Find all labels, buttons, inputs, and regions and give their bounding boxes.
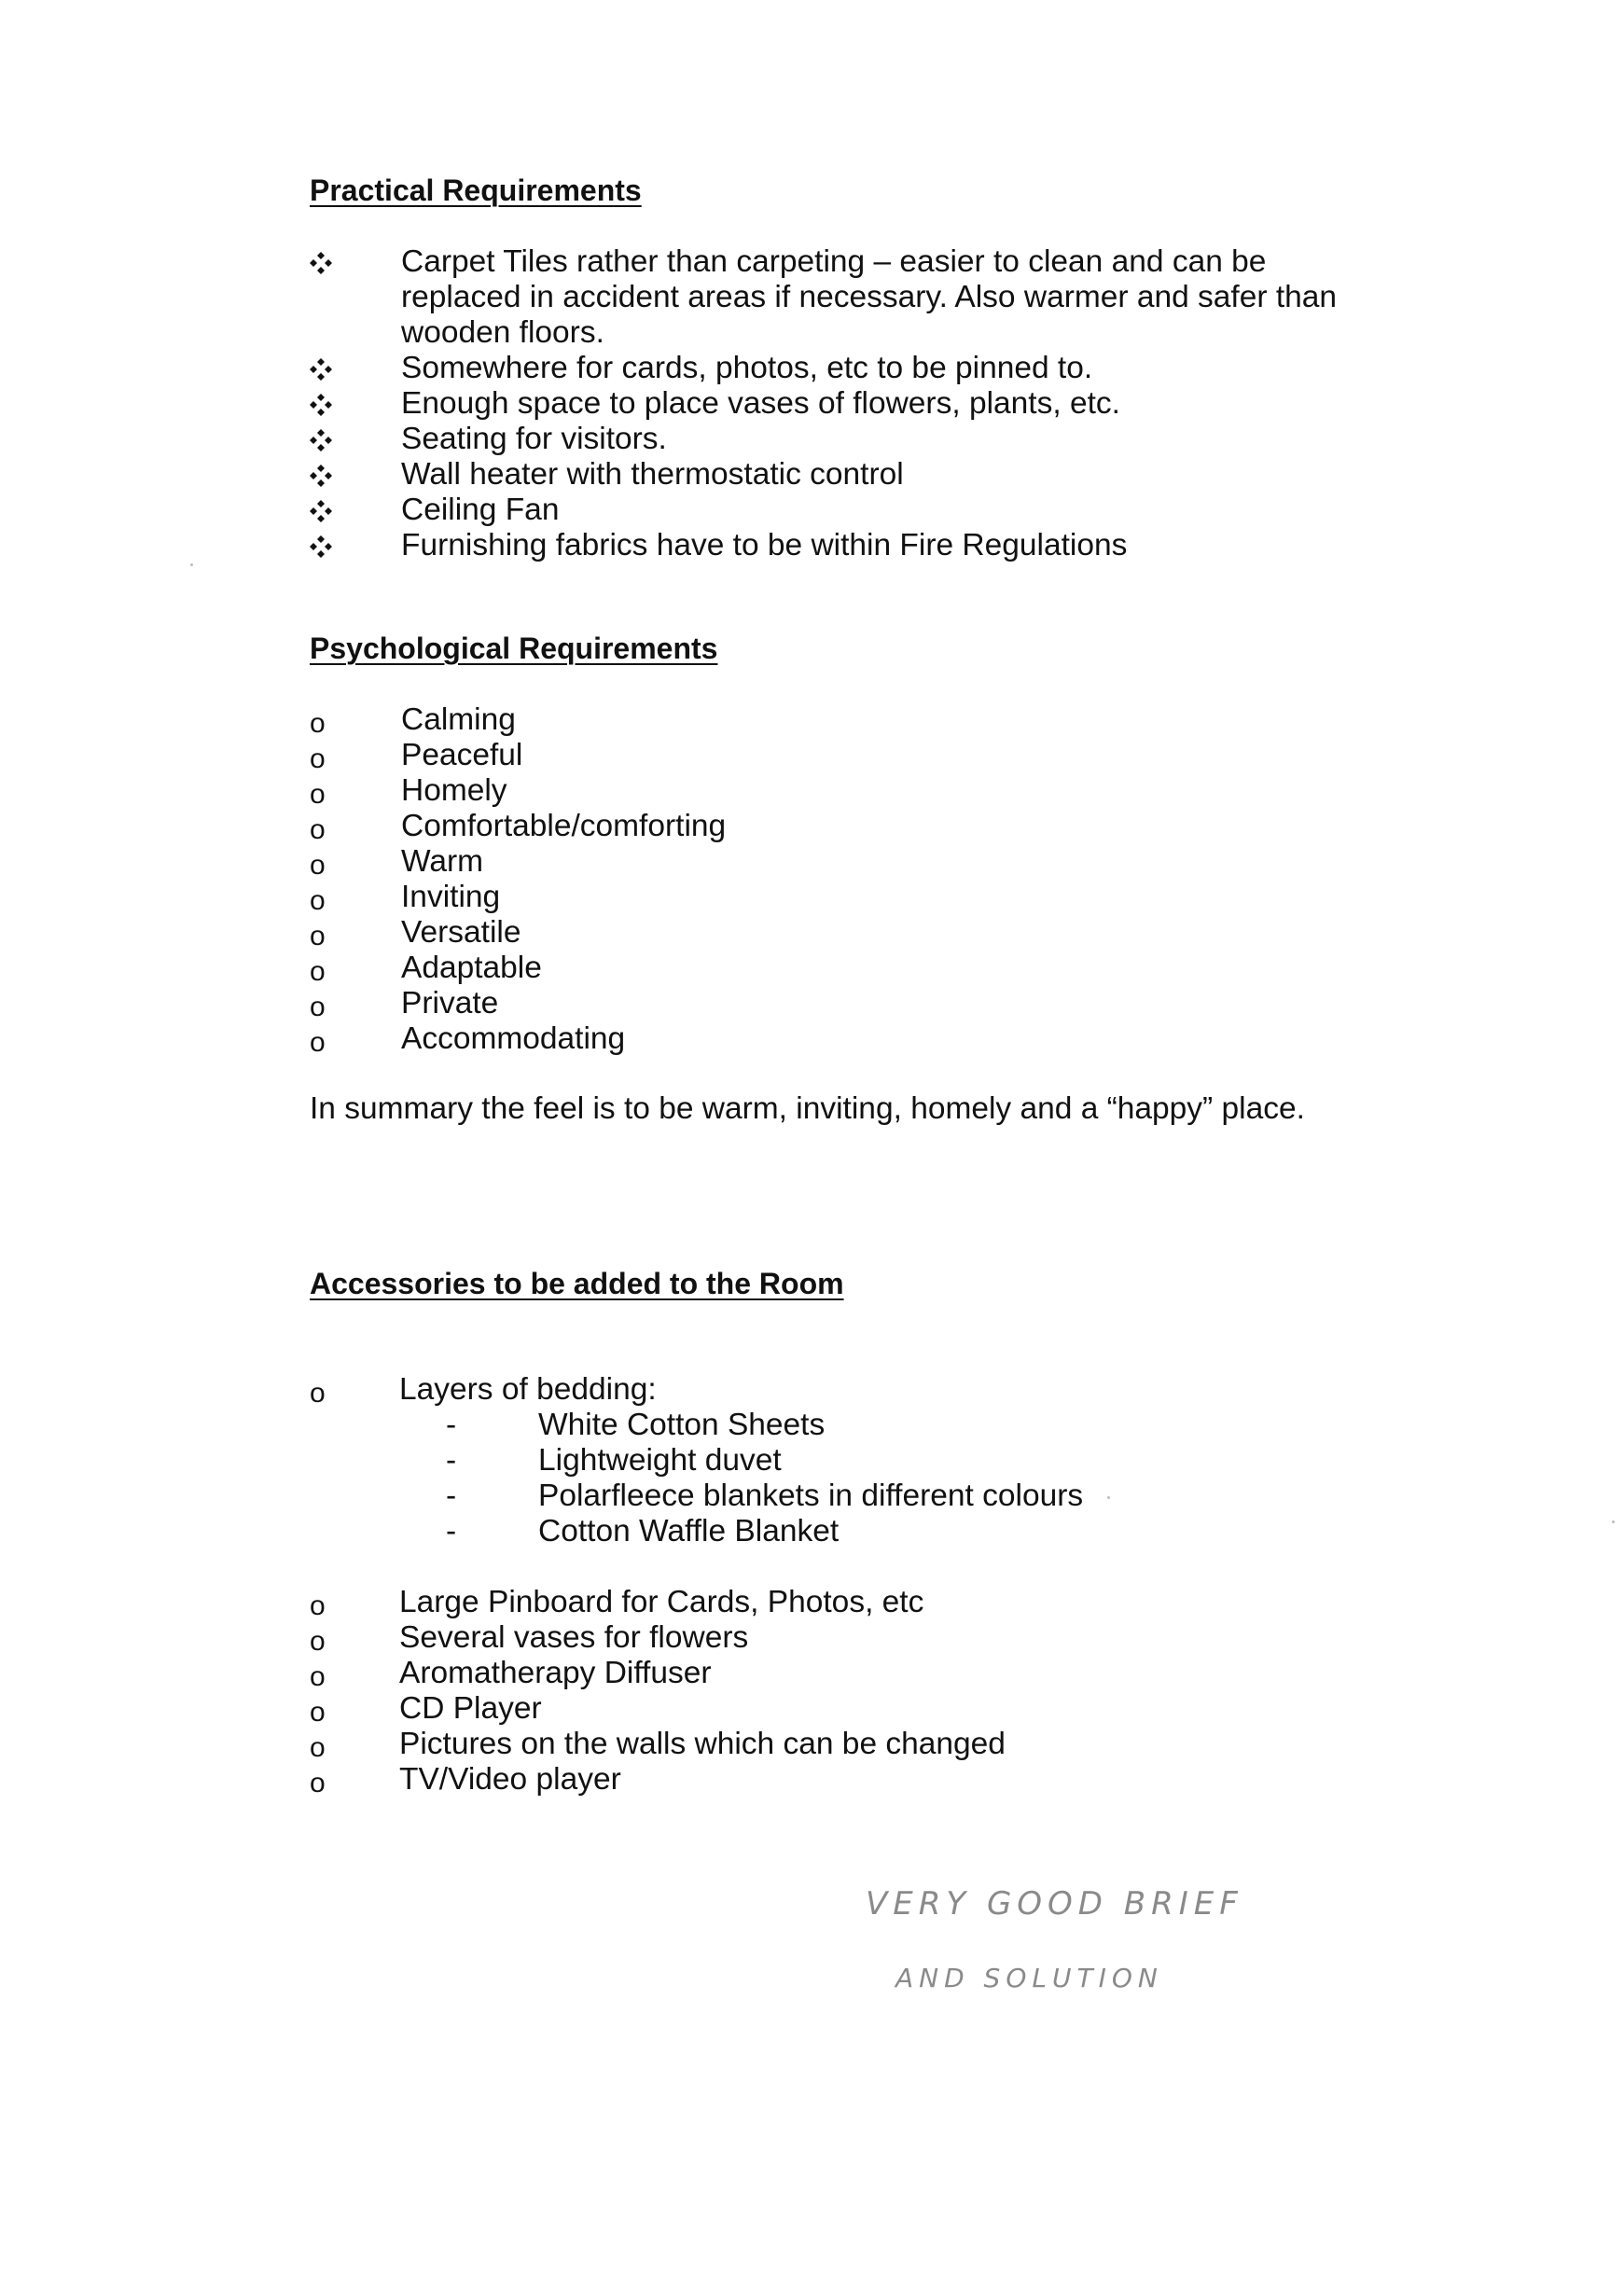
circle-bullet: o xyxy=(310,779,326,810)
dash-bullet: - xyxy=(446,1443,457,1478)
circle-bullet: o xyxy=(310,708,326,739)
handwritten-note-line-1: VERY GOOD BRIEF xyxy=(866,1885,1243,1923)
diamond-bullet-icon xyxy=(308,427,334,453)
circle-bullet: o xyxy=(310,743,326,774)
accessory-item: TV/Video player xyxy=(399,1762,621,1797)
practical-item-1-line-3: wooden floors. xyxy=(401,315,604,350)
practical-item-1-line-1: Carpet Tiles rather than carpeting – easier to clean and can be xyxy=(401,244,1267,279)
handwritten-note xyxy=(858,1866,1250,2015)
psychological-item: Warm xyxy=(401,844,484,879)
accessory-item: CD Player xyxy=(399,1691,542,1726)
psychological-item: Adaptable xyxy=(401,951,542,985)
practical-item-4: Seating for visitors. xyxy=(401,422,667,456)
circle-bullet: o xyxy=(310,1626,326,1657)
circle-bullet: o xyxy=(310,1027,326,1058)
practical-item-6: Ceiling Fan xyxy=(401,493,560,527)
handwritten-note-line-2: AND SOLUTION xyxy=(895,1963,1163,1993)
psychological-item: Calming xyxy=(401,702,516,737)
accessory-item: Several vases for flowers xyxy=(399,1620,749,1655)
practical-item-1-line-2: replaced in accident areas if necessary. Also warmer and safer than xyxy=(401,280,1338,314)
diamond-bullet-icon xyxy=(308,392,334,418)
circle-bullet: o xyxy=(310,1590,326,1621)
bedding-item: Lightweight duvet xyxy=(538,1443,782,1478)
bedding-item: Cotton Waffle Blanket xyxy=(538,1514,840,1548)
practical-item-7: Furnishing fabrics have to be within Fire Regulations xyxy=(401,528,1128,562)
circle-bullet: o xyxy=(310,956,326,987)
practical-item-3: Enough space to place vases of flowers, plants, etc. xyxy=(401,386,1120,421)
circle-bullet: o xyxy=(310,1732,326,1763)
accessory-item: Aromatherapy Diffuser xyxy=(399,1656,712,1690)
psychological-item: Peaceful xyxy=(401,738,523,772)
bedding-item: White Cotton Sheets xyxy=(538,1408,826,1442)
accessory-item: Large Pinboard for Cards, Photos, etc xyxy=(399,1585,924,1619)
circle-bullet: o xyxy=(310,1661,326,1692)
bedding-item: Polarfleece blankets in different colours xyxy=(538,1479,1084,1513)
diamond-bullet-icon xyxy=(308,534,334,560)
circle-bullet: o xyxy=(310,921,326,951)
diamond-bullet-icon xyxy=(308,463,334,489)
circle-bullet: o xyxy=(310,814,326,845)
circle-bullet: o xyxy=(310,850,326,881)
psychological-requirements-heading: Psychological Requirements xyxy=(310,632,718,665)
circle-bullet: o xyxy=(310,1768,326,1798)
accessories-heading: Accessories to be added to the Room xyxy=(310,1267,844,1300)
circle-bullet: o xyxy=(310,1378,326,1409)
diamond-bullet-icon xyxy=(308,250,334,276)
accessory-item: Pictures on the walls which can be changed xyxy=(399,1727,1006,1761)
circle-bullet: o xyxy=(310,992,326,1022)
circle-bullet: o xyxy=(310,885,326,916)
scan-speck xyxy=(1612,1520,1615,1523)
psychological-item: Private xyxy=(401,986,499,1020)
psychological-item: Inviting xyxy=(401,880,501,914)
psychological-item: Versatile xyxy=(401,915,521,950)
scan-speck xyxy=(190,563,193,566)
practical-item-2: Somewhere for cards, photos, etc to be pinned to. xyxy=(401,351,1093,385)
diamond-bullet-icon xyxy=(308,498,334,524)
dash-bullet: - xyxy=(446,1514,457,1548)
psychological-item: Homely xyxy=(401,773,507,808)
dash-bullet: - xyxy=(446,1408,457,1442)
bedding-label: Layers of bedding: xyxy=(399,1372,657,1407)
dash-bullet: - xyxy=(446,1479,457,1513)
practical-requirements-heading: Practical Requirements xyxy=(310,174,642,207)
diamond-bullet-icon xyxy=(308,356,334,382)
scan-speck xyxy=(1107,1496,1110,1499)
circle-bullet: o xyxy=(310,1697,326,1728)
psychological-item: Accommodating xyxy=(401,1021,626,1056)
summary-paragraph: In summary the feel is to be warm, inviting, homely and a “happy” place. xyxy=(310,1091,1305,1126)
psychological-item: Comfortable/comforting xyxy=(401,809,727,843)
practical-item-5: Wall heater with thermostatic control xyxy=(401,457,904,492)
